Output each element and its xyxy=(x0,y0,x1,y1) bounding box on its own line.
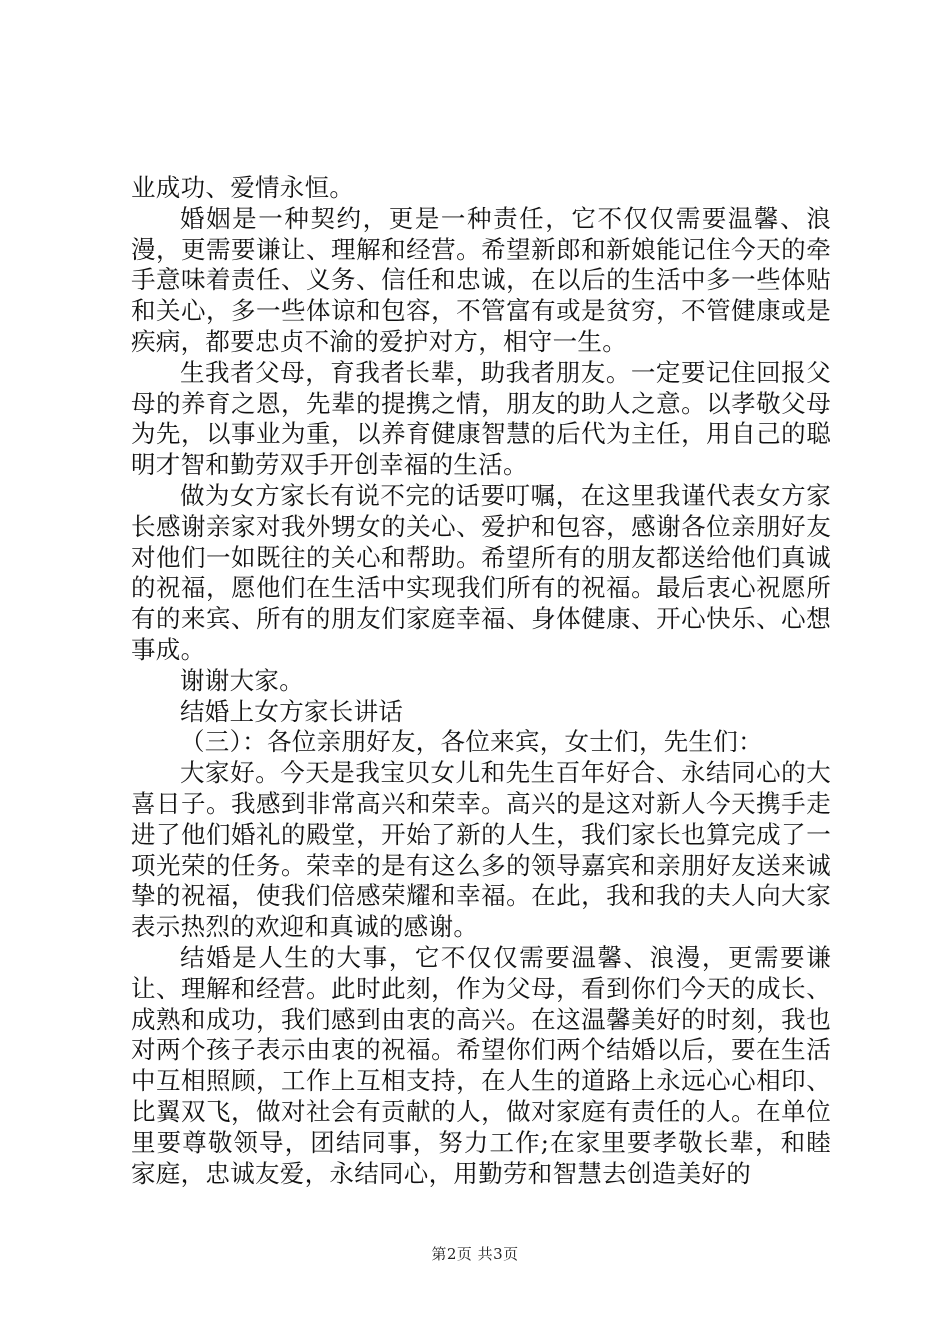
page-footer: 第2页 共3页 xyxy=(431,1245,519,1263)
paragraph-bride-family-thanks: 做为女方家长有说不完的话要叮嘱，在这里我谨代表女方家长感谢亲家对我外甥女的关心、爱护和包容，感谢各位亲朋好友对他们一如既往的关心和帮助。希望所有的朋友都送给他们真诚的祝福，愿他们在生活中实现我们所有的祝福。最后衷心祝愿所有的来宾、所有的朋友们家庭幸福、身体健康、开心快乐、心想事成。 xyxy=(131,480,831,664)
section-greeting: （三）：各位亲朋好友，各位来宾，女士们，先生们： xyxy=(180,727,763,757)
paragraph-wedding-blessing: 结婚是人生的大事，它不仅仅需要温馨、浪漫，更需要谦让、理解和经营。此时此刻，作为父母，看到你们今天的成长、成熟和成功，我们感到由衷的高兴。在这温馨美好的时刻，我也对两个孩子表示由衷的祝福。希望你们两个结婚以后，要在生活中互相照顾，工作上互相支持，在人生的道路上永远心心相印、比翼双飞，做对社会有贡献的人，做对家庭有责任的人。在单位里要尊敬领导，团结同事，努力工作;在家里要孝敬长辈，和睦家庭，忠诚友爱，永结同心，用勤劳和智慧去创造美好的 xyxy=(131,942,831,1188)
paragraph-marriage-contract: 婚姻是一种契约，更是一种责任，它不仅仅需要温馨、浪漫，更需要谦让、理解和经营。希望新郎和新娘能记住今天的牵手意味着责任、义务、信任和忠诚，在以后的生活中多一些体贴和关心，多一些体谅和包容，不管富有或是贫穷，不管健康或是疾病，都要忠贞不渝的爱护对方，相守一生。 xyxy=(131,203,831,356)
section-title: 结婚上女方家长讲话 xyxy=(180,696,404,726)
document-body xyxy=(131,173,831,1189)
paragraph-parents-gratitude: 生我者父母，育我者长辈，助我者朋友。一定要记住回报父母的养育之恩，先辈的提携之情，朋友的助人之意。以孝敬父母为先，以事业为重，以养育健康智慧的后代为主任，用自己的聪明才智和勤劳双手开创幸福的生活。 xyxy=(131,357,831,480)
paragraph-welcome: 大家好。今天是我宝贝女儿和先生百年好合、永结同心的大喜日子。我感到非常高兴和荣幸。高兴的是这对新人今天携手走进了他们婚礼的殿堂，开始了新的人生，我们家长也算完成了一项光荣的任务。荣幸的是有这么多的领导嘉宾和亲朋好友送来诚挚的祝福，使我们倍感荣耀和幸福。在此，我和我的夫人向大家表示热烈的欢迎和真诚的感谢。 xyxy=(131,758,831,942)
paragraph-thank-you: 谢谢大家。 xyxy=(180,665,304,695)
paragraph-continuation: 业成功、爱情永恒。 xyxy=(131,173,355,202)
